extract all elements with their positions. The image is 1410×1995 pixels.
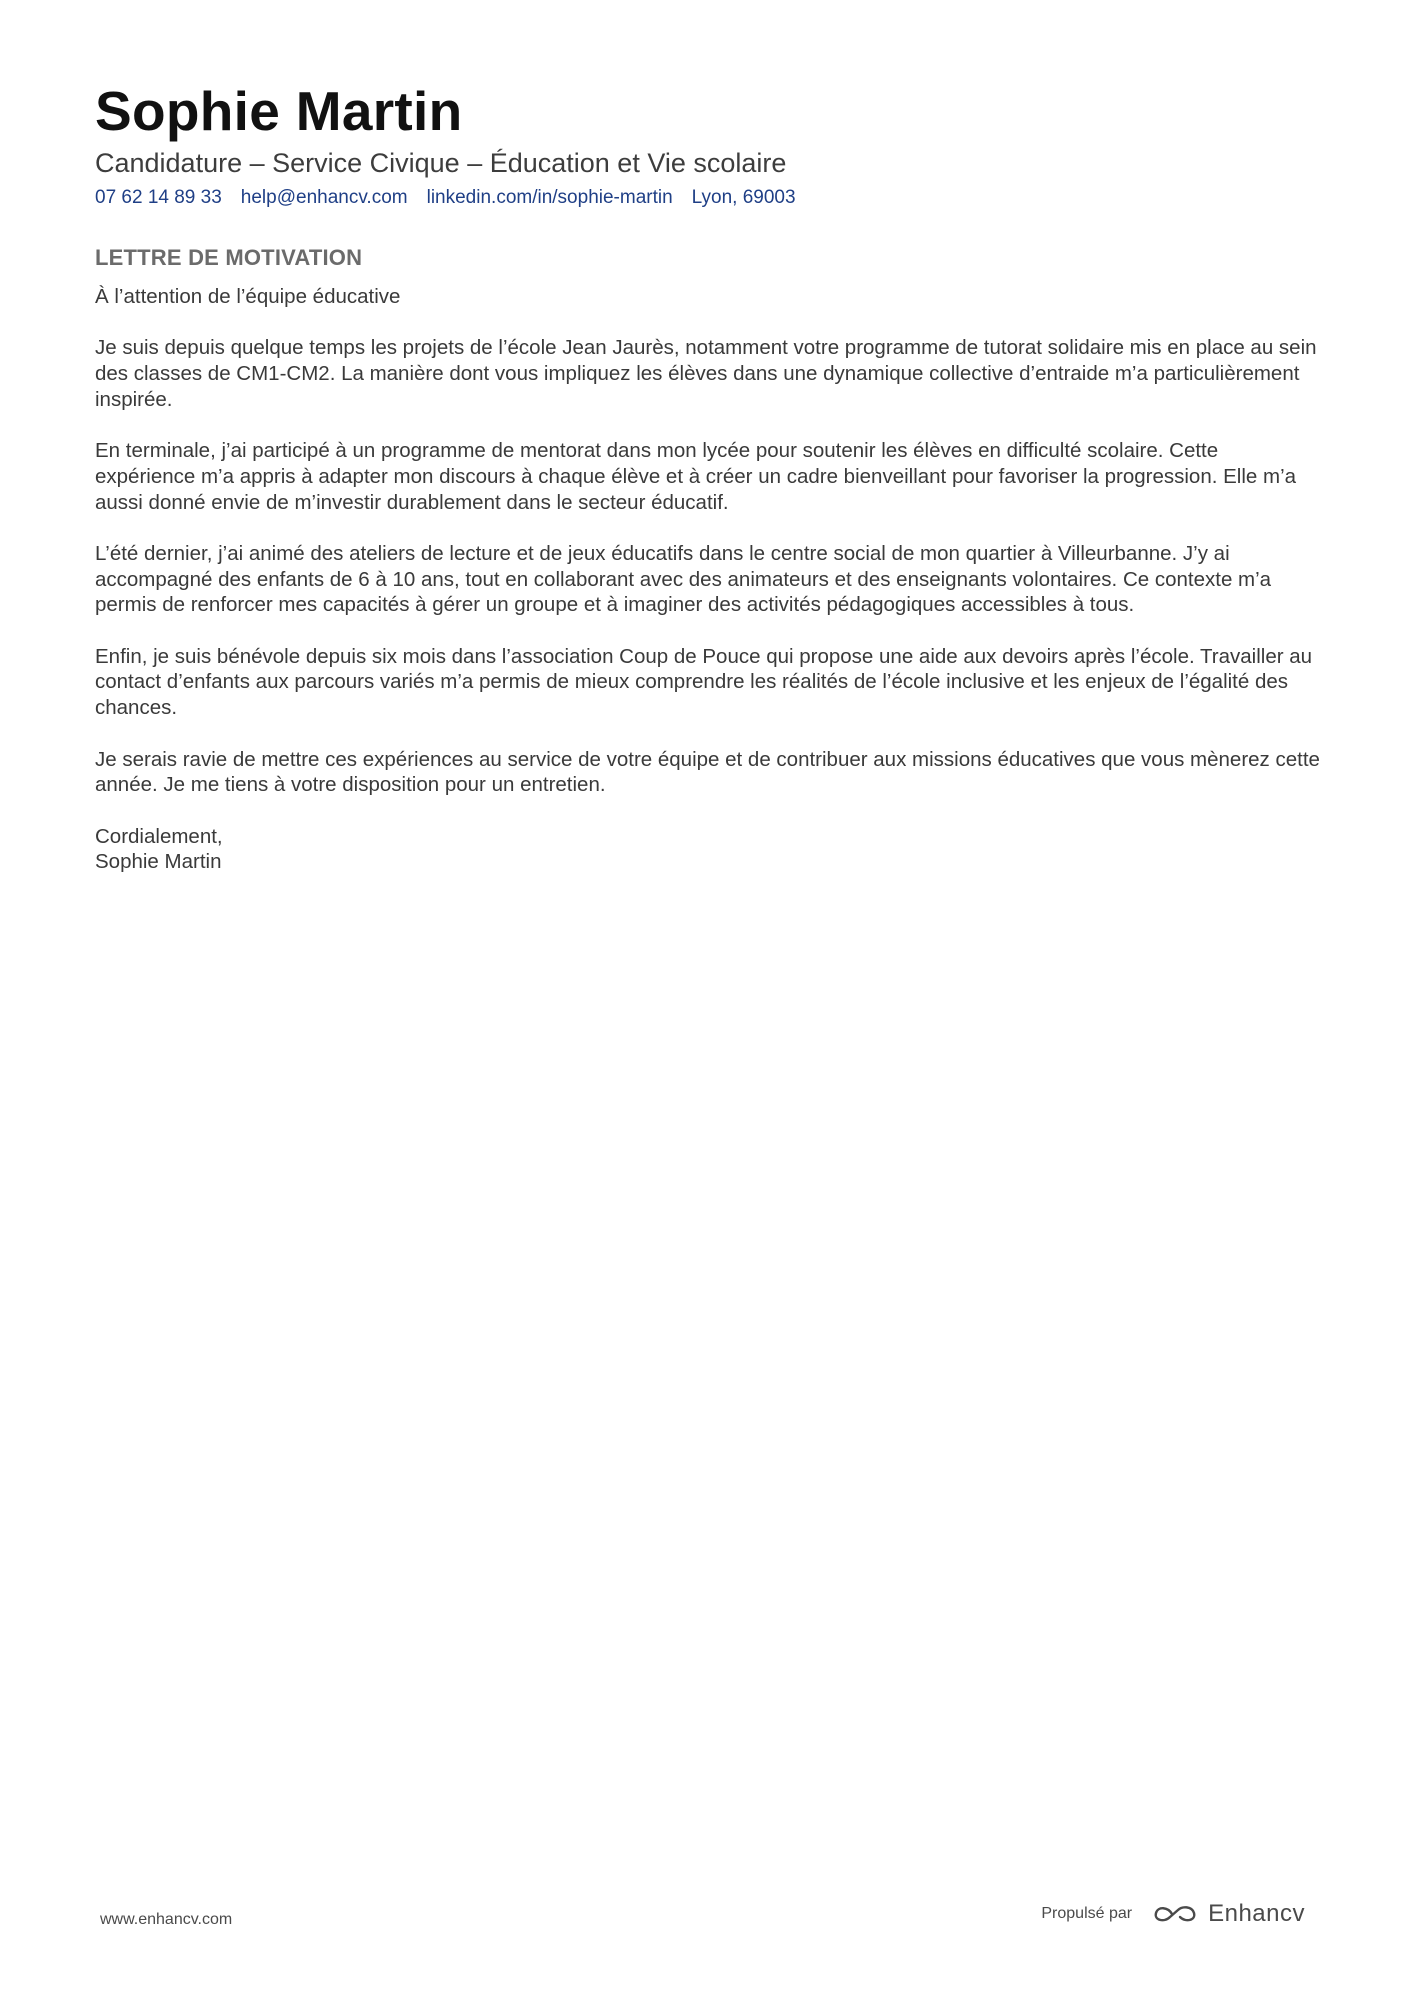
signature: Sophie Martin <box>95 850 222 874</box>
closing: Cordialement, <box>95 824 223 848</box>
brand-logo[interactable] <box>1152 1900 1305 1928</box>
location: Lyon, 69003 <box>691 187 796 208</box>
section-title: LETTRE DE MOTIVATION <box>95 245 363 270</box>
cover-letter-page <box>95 78 1320 875</box>
application-title: Candidature – Service Civique – Éducation et Vie scolaire <box>95 148 787 178</box>
letter-paragraph-2: En terminale, j’ai participé à un programme de mentorat dans mon lycée pour soutenir les élèves en difficulté scolaire. Cette expérience m’a appris à adapter mon discours à chaque élève et à créer un cadre bienveillant pour favoriser la progression. Elle m’a aussi donné envie de m’investir durablement dans le secteur éducatif. <box>95 439 1297 514</box>
letter-paragraph-5: Je serais ravie de mettre ces expériences au service de votre équipe et de contribuer aux missions éducatives que vous mènerez cette année. Je me tiens à votre disposition pour un entretien. <box>95 747 1320 797</box>
enhancv-logo-icon <box>1152 1902 1198 1926</box>
letter-paragraph-4: Enfin, je suis bénévole depuis six mois dans l’association Coup de Pouce qui propose une aide aux devoirs après l’école. Travailler au contact d’enfants aux parcours variés m’a permis de mieux comprendre les réalités de l’école inclusive et les enjeux de l’égalité des chances. <box>95 644 1313 720</box>
phone-number[interactable]: 07 62 14 89 33 <box>95 187 222 208</box>
salutation: À l’attention de l’équipe éducative <box>95 285 401 308</box>
footer-website[interactable]: www.enhancv.com <box>100 1911 233 1928</box>
contact-info <box>95 186 1320 210</box>
powered-by-label: Propulsé par <box>1041 1905 1133 1922</box>
letter-paragraph-3: L’été dernier, j’ai animé des ateliers de lecture et de jeux éducatifs dans le centre social de mon quartier à Villeurbanne. J’y ai accompagné des enfants de 6 à 10 ans, tout en collaborant avec des animateurs et des enseignants volontaires. Ce contexte m’a permis de renforcer mes capacités à gérer un groupe et à imaginer des activités pédagogiques accessibles à tous. <box>95 541 1272 617</box>
linkedin-link[interactable]: linkedin.com/in/sophie-martin <box>426 187 673 208</box>
email-link[interactable]: help@enhancv.com <box>240 187 408 208</box>
applicant-name: Sophie Martin <box>95 80 463 142</box>
footer-branding <box>1041 1900 1305 1928</box>
letter-paragraph-1: Je suis depuis quelque temps les projets de l’école Jean Jaurès, notamment votre programme de tutorat solidaire mis en place au sein des classes de CM1-CM2. La manière dont vous impliquez les élèves dans une dynamique collective d’entraide m’a particulièrement inspirée. <box>95 336 1317 411</box>
brand-name: Enhancv <box>1208 1900 1305 1927</box>
